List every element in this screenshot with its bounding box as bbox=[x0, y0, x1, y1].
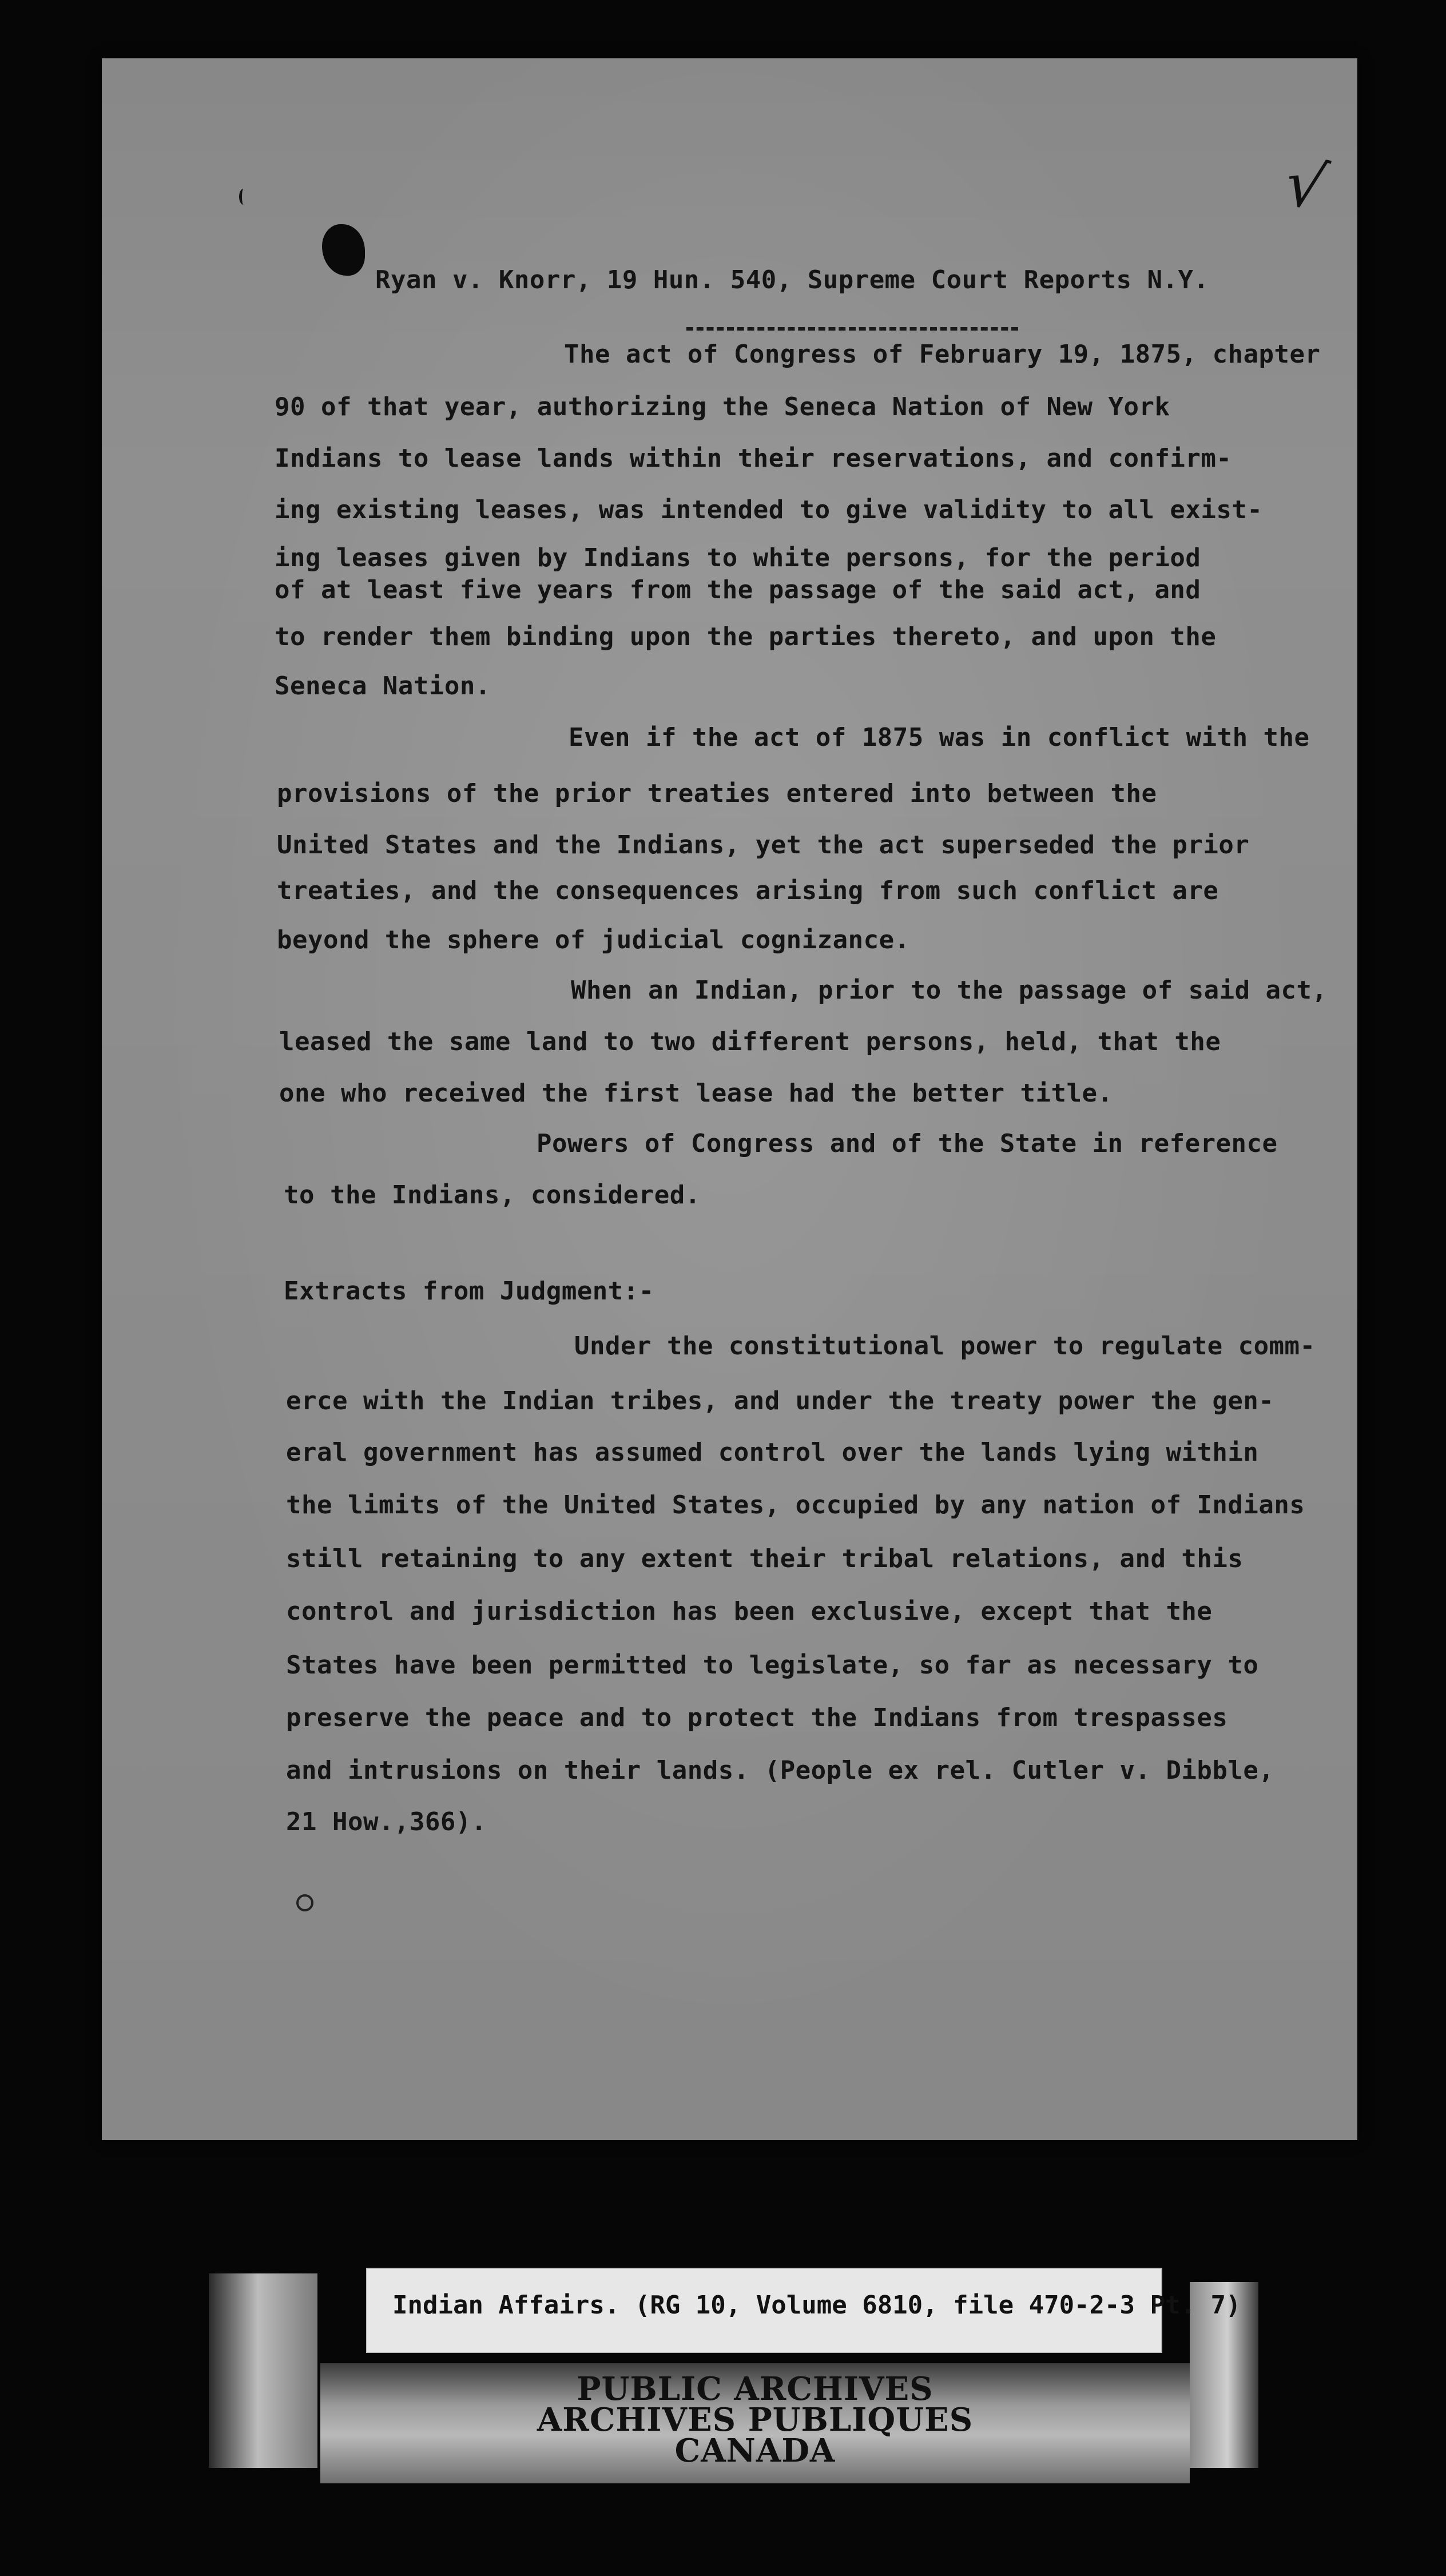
text-line: one who received the first lease had the better title. bbox=[279, 1079, 1113, 1108]
text-line: Under the constitutional power to regulate comm- bbox=[574, 1331, 1316, 1361]
text-line: States have been permitted to legislate, so far as necessary to bbox=[286, 1651, 1259, 1680]
text-line: Indians to lease lands within their reservations, and confirm- bbox=[275, 444, 1232, 473]
text-line: of at least five years from the passage of the said act, and bbox=[275, 575, 1201, 605]
text-line: treaties, and the consequences arising from such conflict are bbox=[277, 876, 1219, 905]
ink-blot bbox=[322, 224, 365, 276]
stamp-line-3: CANADA bbox=[674, 2432, 836, 2470]
text-line: ing existing leases, was intended to give validity to all exist- bbox=[275, 495, 1263, 524]
text-line: still retaining to any extent their tribal relations, and this bbox=[286, 1544, 1244, 1573]
text-line: control and jurisdiction has been exclusive, except that the bbox=[286, 1597, 1213, 1626]
text-line: leased the same land to two different persons, held, that the bbox=[279, 1027, 1221, 1056]
text-line: The act of Congress of February 19, 1875, chapter bbox=[564, 340, 1321, 369]
archive-reference-label bbox=[366, 2268, 1241, 2353]
document-page bbox=[102, 58, 1357, 2140]
stamp-line-2: ARCHIVES PUBLIQUES bbox=[537, 2401, 974, 2439]
margin-mark-lower bbox=[296, 1894, 313, 1911]
text-line: the limits of the United States, occupied by any nation of Indians bbox=[286, 1490, 1305, 1520]
text-line: to render them binding upon the parties thereto, and upon the bbox=[275, 622, 1217, 651]
text-line: When an Indian, prior to the passage of said act, bbox=[571, 976, 1328, 1005]
text-line: Seneca Nation. bbox=[275, 671, 491, 701]
check-mark: √ bbox=[1278, 145, 1333, 225]
text-line: Even if the act of 1875 was in conflict with the bbox=[569, 723, 1310, 752]
case-heading: Ryan v. Knorr, 19 Hun. 540, Supreme Court Reports N.Y. bbox=[375, 265, 1209, 295]
extracts-heading: Extracts from Judgment:- bbox=[284, 1277, 654, 1306]
archive-reference-text: Indian Affairs. (RG 10, Volume 6810, file 470-2-3 Pt. 7) bbox=[392, 2291, 1241, 2320]
text-line: Powers of Congress and of the State in reference bbox=[537, 1129, 1278, 1158]
text-line: eral government has assumed control over the lands lying within bbox=[286, 1438, 1259, 1467]
text-line: erce with the Indian tribes, and under the treaty power the gen- bbox=[286, 1386, 1274, 1416]
text-line: United States and the Indians, yet the act superseded the prior bbox=[277, 830, 1250, 860]
text-line: ing leases given by Indians to white persons, for the period bbox=[275, 543, 1201, 573]
text-line: provisions of the prior treaties entered into between the bbox=[277, 779, 1157, 808]
text-line: beyond the sphere of judicial cognizance. bbox=[277, 925, 910, 955]
text-line: 90 of that year, authorizing the Seneca Nation of New York bbox=[275, 392, 1170, 422]
margin-mark bbox=[239, 189, 248, 205]
stamp-line-1: PUBLIC ARCHIVES bbox=[577, 2370, 933, 2408]
text-line: and intrusions on their lands. (People ex rel. Cutler v. Dibble, bbox=[286, 1756, 1274, 1785]
archives-stamp bbox=[320, 2363, 1190, 2483]
text-line: 21 How.,366). bbox=[286, 1807, 487, 1836]
text-line: to the Indians, considered. bbox=[284, 1180, 701, 1210]
heading-rule bbox=[686, 327, 1018, 331]
text-line: preserve the peace and to protect the Indians from trespasses bbox=[286, 1703, 1228, 1732]
stamp-left-edge bbox=[209, 2273, 317, 2468]
